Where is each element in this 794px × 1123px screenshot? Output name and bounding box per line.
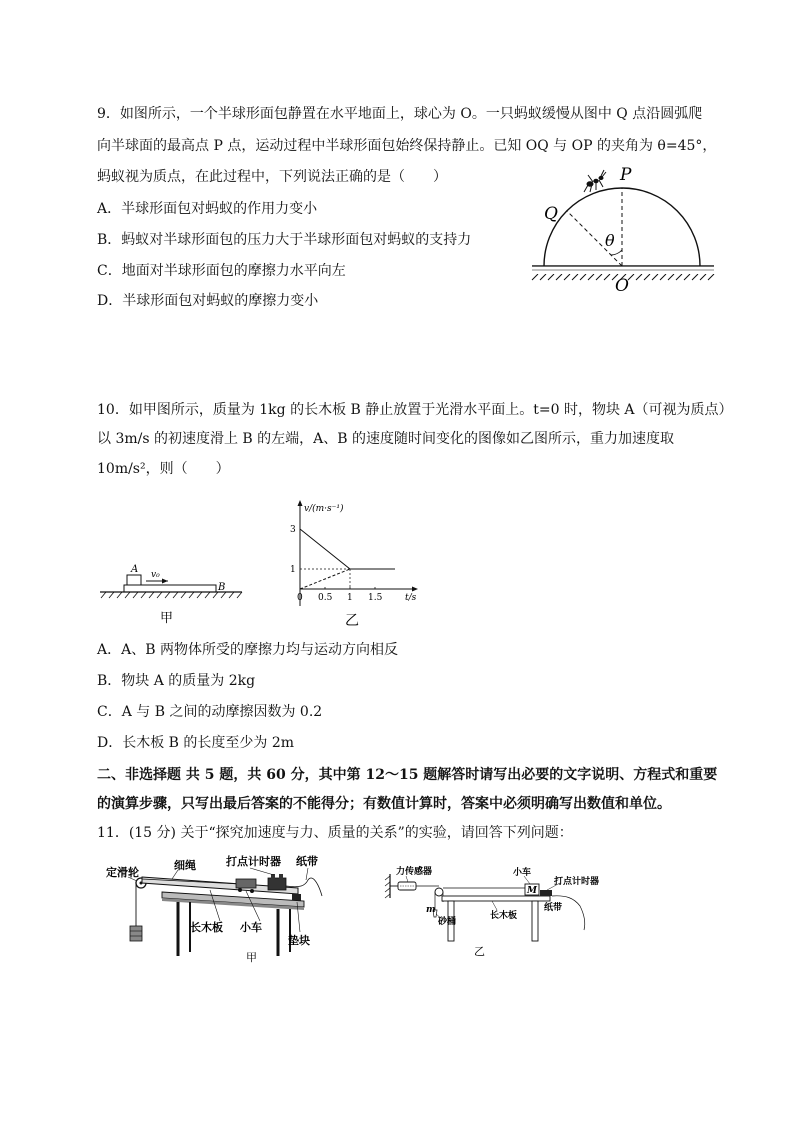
caption-jia-q11: 甲 bbox=[246, 951, 257, 964]
long-board bbox=[442, 896, 550, 901]
pulley-icon bbox=[435, 888, 443, 896]
label-sensor: 力传感器 bbox=[396, 867, 433, 877]
label-b: B bbox=[218, 582, 226, 593]
timer-device bbox=[540, 890, 552, 896]
cart bbox=[236, 879, 256, 888]
chart-xlabel: t/s bbox=[405, 593, 417, 603]
q10-option-d: D．长木板 B 的长度至少为 2m bbox=[97, 735, 295, 751]
section2-line-2: 的演算步骤，只写出最后答案的不能得分；有数值计算时，答案中必须明确写出数值和单位。 bbox=[97, 796, 671, 812]
q10-stem-line-2: 以 3m/s 的初速度滑上 B 的左端，A、B 的速度随时间变化的图像如乙图所示，重力加速度取 bbox=[97, 431, 675, 447]
vt-chart bbox=[282, 500, 422, 628]
q10-stem-line-3: 10m/s²，则（ ） bbox=[97, 461, 230, 477]
q9-option-b: B．蚂蚁对半球形面包的压力大于半球形面包对蚂蚁的支持力 bbox=[97, 232, 472, 248]
q9-stem-line-2: 向半球面的最高点 P 点，运动过程中半球形面包始终保持静止。已知 OQ 与 OP 的夹角为 θ=45°， bbox=[97, 138, 717, 154]
label-m: m bbox=[426, 905, 436, 915]
hemisphere-figure bbox=[530, 162, 720, 302]
q11-stem: 11．(15 分) 关于“探究加速度与力、质量的关系”的实验，请回答下列问题： bbox=[97, 825, 573, 841]
label-bucket: 砂桶 bbox=[438, 917, 457, 927]
label-timer: 打点计时器 bbox=[554, 877, 600, 887]
label-theta: θ bbox=[605, 231, 615, 250]
theta-arc bbox=[611, 250, 622, 255]
experiment-figure-jia bbox=[100, 852, 350, 967]
label-p: P bbox=[620, 165, 632, 185]
label-cart: 小车 bbox=[240, 921, 262, 934]
x-tick-label: 0 bbox=[297, 593, 303, 603]
q9-option-a: A．半球形面包对蚂蚁的作用力变小 bbox=[97, 201, 318, 217]
experiment-figure-yi bbox=[382, 862, 612, 962]
label-pulley: 定滑轮 bbox=[106, 866, 139, 879]
x-tick-label: 1 bbox=[347, 593, 353, 603]
q10-option-a: A．A、B 两物体所受的摩擦力均与运动方向相反 bbox=[97, 642, 398, 658]
x-axis bbox=[300, 587, 418, 592]
q9-stem-line-3: 蚂蚁视为质点，在此过程中，下列说法正确的是（ ） bbox=[97, 169, 447, 185]
label-rope: 细绳 bbox=[174, 859, 196, 872]
y-tick-label: 3 bbox=[290, 525, 296, 535]
y-tick-label: 1 bbox=[290, 565, 296, 575]
label-a: A bbox=[131, 564, 139, 575]
chart-ylabel: v/(m·s⁻¹) bbox=[304, 504, 344, 514]
label-o: O bbox=[615, 276, 629, 296]
q9-option-c: C．地面对半球形面包的摩擦力水平向左 bbox=[97, 263, 346, 279]
caption-yi-q11: 乙 bbox=[474, 945, 485, 958]
label-tape: 纸带 bbox=[544, 903, 563, 913]
label-timer: 打点计时器 bbox=[226, 855, 281, 868]
label-M: M bbox=[527, 886, 537, 896]
caption-yi: 乙 bbox=[345, 613, 359, 629]
ant-icon bbox=[584, 170, 606, 192]
board-block-figure bbox=[96, 560, 246, 630]
y-axis bbox=[298, 500, 303, 606]
q10-stem-line-1: 10．如甲图所示，质量为 1kg 的长木板 B 静止放置于光滑水平面上。t=0 时，物块 A（可视为质点） bbox=[97, 402, 733, 418]
board-b bbox=[124, 585, 216, 592]
section2-line-1: 二、非选择题 共 5 题，共 60 分，其中第 12～15 题解答时请写出必要的文字说明、方程式和重要 bbox=[97, 767, 718, 783]
label-v0: v₀ bbox=[151, 570, 160, 580]
q10-option-b: B．物块 A 的质量为 2kg bbox=[97, 673, 256, 689]
q9-option-d: D．半球形面包对蚂蚁的摩擦力变小 bbox=[97, 293, 319, 309]
block-a bbox=[127, 575, 141, 585]
label-tape: 纸带 bbox=[296, 855, 318, 868]
label-q: Q bbox=[544, 204, 558, 224]
timer-device bbox=[268, 878, 286, 890]
series-line-B bbox=[300, 569, 350, 589]
caption-jia: 甲 bbox=[160, 611, 174, 626]
q9-stem-line-1: 9．如图所示，一个半球形面包静置在水平地面上，球心为 O。一只蚂蚁缓慢从图中 Q 点沿圆弧爬 bbox=[97, 106, 703, 122]
hanging-weight bbox=[130, 926, 142, 941]
label-board: 长木板 bbox=[490, 911, 518, 921]
q10-option-c: C．A 与 B 之间的动摩擦因数为 0.2 bbox=[97, 704, 323, 720]
series-line-A bbox=[300, 529, 395, 569]
label-board: 长木板 bbox=[190, 921, 223, 934]
x-tick-label: 0.5 bbox=[318, 593, 333, 603]
x-tick-label: 1.5 bbox=[368, 593, 383, 603]
label-cart: 小车 bbox=[513, 868, 532, 878]
label-block: 垫块 bbox=[288, 934, 310, 947]
